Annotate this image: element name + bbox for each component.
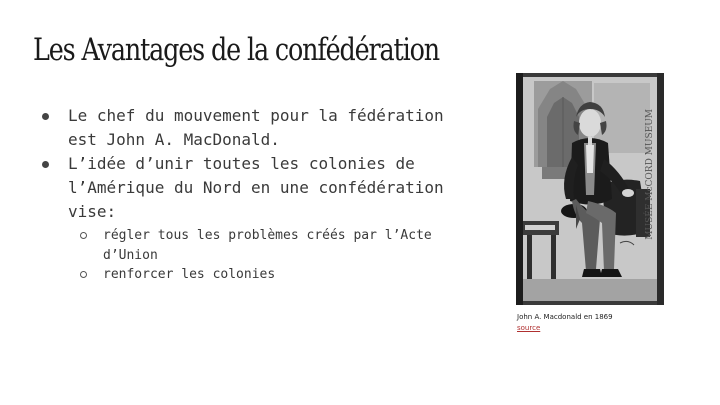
bullet-item [38,104,478,152]
portrait-illustration [516,73,664,305]
hollow-circle-bullet-icon [80,232,87,239]
slide-title: Les Avantages de la confédération [33,32,439,68]
bullet-dot-icon [42,113,49,120]
bullet-item [38,152,478,285]
photo-caption [517,312,613,334]
sub-bullet-item [68,265,478,285]
sub-bullet-text: renforcer les colonies [103,267,276,282]
source-link[interactable]: source [517,324,541,332]
portrait-photo [516,73,664,305]
sub-bullet-item [68,226,478,265]
sub-bullet-text: régler tous les problèmes créés par l’Acte d’Union [103,228,432,263]
caption-text: John A. Macdonald en 1869 [517,313,613,321]
sub-bullet-list [68,226,478,285]
bullet-text: L’idée d’unir toutes les colonies de l’Amérique du Nord en une confédération vise: [68,154,444,221]
watermark-text: MUSÉE McCORD MUSEUM [645,109,655,240]
hollow-circle-bullet-icon [80,271,87,278]
bullet-list [38,104,478,285]
bullet-text: Le chef du mouvement pour la fédération est John A. MacDonald. [68,106,444,149]
bullet-dot-icon [42,161,49,168]
